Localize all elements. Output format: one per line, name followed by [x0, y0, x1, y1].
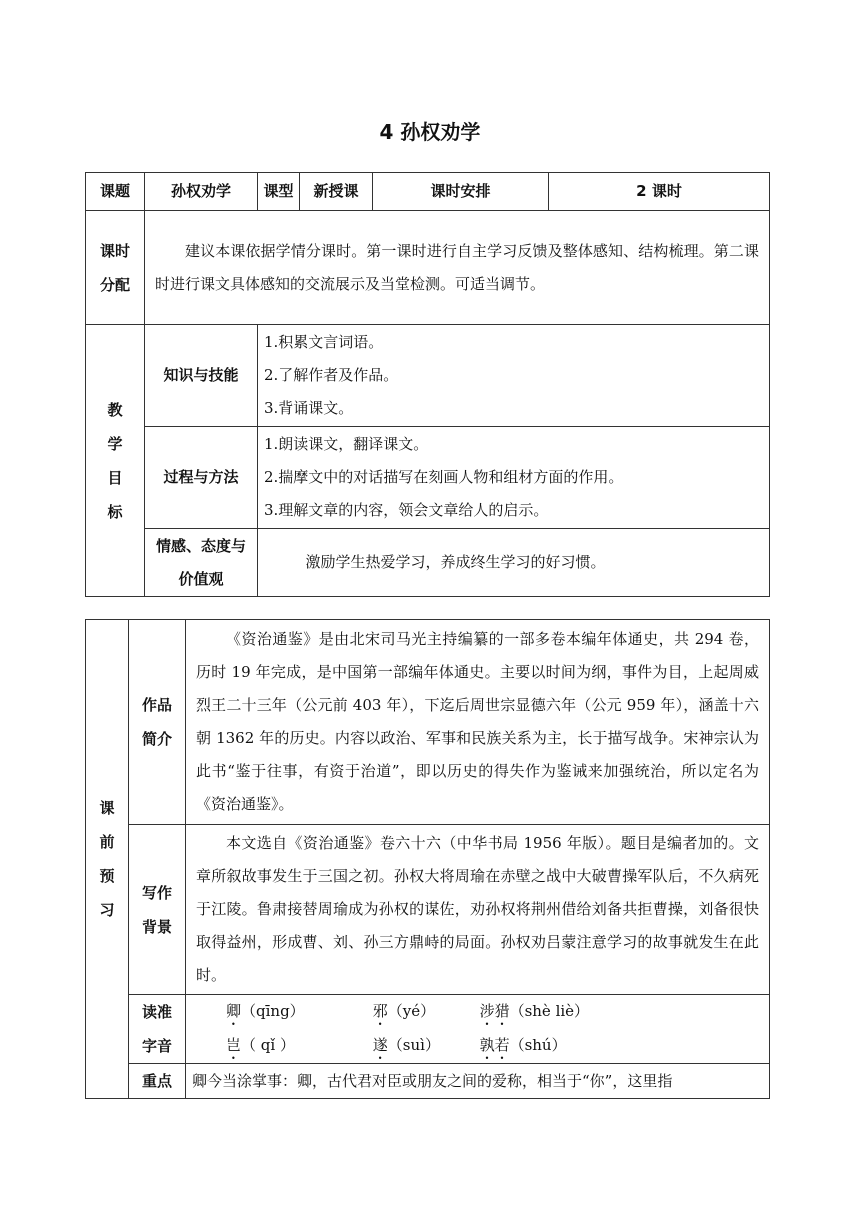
duzhun-label: [129, 995, 186, 1064]
pronunciation-item: 涉猎（shè liè）: [479, 1002, 590, 1020]
header-fenpei-line2: 分配: [99, 275, 130, 294]
pronunciation-item: 卿（qīng）: [226, 1002, 305, 1020]
keti-value: 孙权劝学: [145, 173, 258, 211]
duzhun-label-line2: 字音: [141, 1037, 172, 1055]
header-fenpei: [86, 211, 145, 325]
pronunciation-item: 岂（ qǐ ）: [226, 1036, 295, 1054]
guocheng-items: [258, 427, 770, 529]
yuxi-char: 预: [99, 867, 115, 885]
anpai-value: 2 课时: [549, 173, 770, 211]
zuopin-text: 《资治通鉴》是由北宋司马光主持编纂的一部多卷本编年体通史，共 294 卷，历时 19 年完成，是中国第一部编年体通史。主要以时间为纲，事件为目，上起周威烈王二十三年（公元前 403 年），下迄后周世宗显德六年（公元 959 年），涵盖十六朝 1362 年的历史。内容以政治、军事和民族关系为主，长于描写战争。宋神宗认为此书“鉴于往事，有资于治道”，即以历史的得失作为鉴诫来加强统治，所以定名为《资治通鉴》。: [186, 620, 770, 825]
header-anpai: 课时安排: [373, 173, 549, 211]
zhishi-items: [258, 325, 770, 427]
page-title: 4 孙权劝学: [379, 120, 481, 144]
mubiao-char: 学: [107, 434, 123, 453]
qinggan-label-line2: 价值观: [178, 569, 224, 588]
list-item: 2.揣摩文中的对话描写在刻画人物和组材方面的作用。: [264, 468, 624, 486]
list-item: 3.背诵课文。: [264, 399, 354, 417]
qinggan-text: 激励学生热爱学习，养成终生学习的好习惯。: [258, 529, 770, 597]
zhongdian-label: 重点: [129, 1064, 186, 1099]
yuxi-char: 习: [99, 901, 115, 919]
qinggan-label: [145, 529, 258, 597]
list-item: 3.理解文章的内容，领会文章给人的启示。: [264, 501, 549, 519]
list-item: 1.朗读课文，翻译课文。: [264, 435, 429, 453]
duzhun-label-line1: 读准: [141, 1003, 172, 1021]
header-yuxi: [86, 620, 129, 1099]
kexing-value: 新授课: [300, 173, 373, 211]
beijing-label-line1: 写作: [141, 883, 172, 902]
beijing-text: 本文选自《资治通鉴》卷六十六（中华书局 1956 年版）。题目是编者加的。文章所叙故事发生于三国之初。孙权大将周瑜在赤壁之战中大破曹操军队后，不久病死于江陵。鲁肃接替周瑜成为孙权的谋佐，劝孙权将荆州借给刘备共拒曹操，刘备很快取得益州，形成曹、刘、孙三方鼎峙的局面。孙权劝吕蒙注意学习的故事就发生在此时。: [186, 825, 770, 995]
qinggan-label-line1: 情感、态度与: [155, 536, 246, 555]
zhishi-label: 知识与技能: [145, 325, 258, 427]
yuxi-char: 课: [99, 799, 115, 817]
header-kexing: 课型: [258, 173, 300, 211]
preview-table: [85, 619, 770, 1099]
zuopin-label-line2: 简介: [141, 730, 172, 748]
duzhun-content: [186, 995, 770, 1064]
list-item: 2.了解作者及作品。: [264, 366, 399, 384]
pronunciation-item: 邪（yé）: [372, 1002, 436, 1020]
fenpei-text: 建议本课依据学情分课时。第一课时进行自主学习反馈及整体感知、结构梳理。第二课时进行课文具体感知的交流展示及当堂检测。可适当调节。: [145, 211, 770, 325]
beijing-label: [129, 825, 186, 995]
mubiao-char: 目: [107, 468, 123, 487]
pronunciation-item: 遂（suì）: [372, 1036, 440, 1054]
zuopin-label: [129, 620, 186, 825]
lesson-info-table: [85, 172, 770, 597]
mubiao-char: 教: [107, 400, 123, 419]
header-mubiao: [86, 325, 145, 597]
pronunciation-item: 孰若（shú）: [479, 1036, 567, 1054]
beijing-label-line2: 背景: [141, 917, 172, 936]
yuxi-char: 前: [99, 833, 115, 851]
list-item: 1.积累文言词语。: [264, 333, 384, 351]
header-keti: 课题: [86, 173, 145, 211]
pronunciation-row: [226, 995, 769, 1029]
pronunciation-row: [226, 1029, 769, 1063]
zuopin-label-line1: 作品: [141, 696, 172, 714]
guocheng-label: 过程与方法: [145, 427, 258, 529]
header-fenpei-line1: 课时: [99, 241, 130, 260]
mubiao-char: 标: [107, 502, 123, 521]
zhongdian-text: 卿今当涂掌事：卿，古代君对臣或朋友之间的爱称，相当于“你”，这里指: [186, 1064, 770, 1099]
